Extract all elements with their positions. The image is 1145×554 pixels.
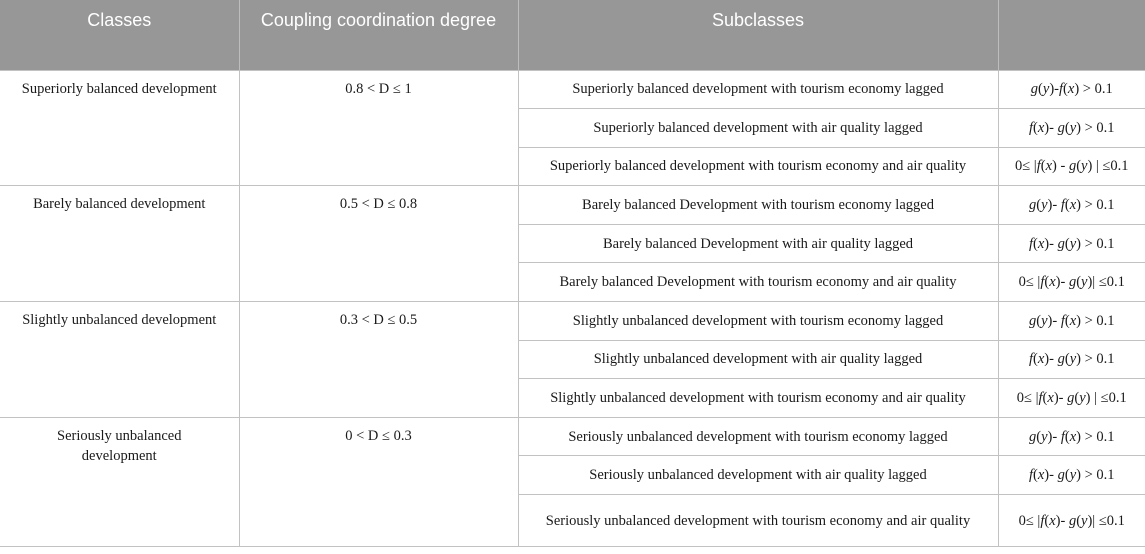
condition-cell: f(x)- g(y) > 0.1 [998,340,1145,379]
header-degree: Coupling coordination degree [239,0,518,70]
degree-cell: 0.5 < D ≤ 0.8 [239,186,518,302]
header-subclasses: Subclasses [518,0,998,70]
header-condition [998,0,1145,70]
header-classes: Classes [0,0,239,70]
class-cell: Slightly unbalanced development [0,302,239,418]
class-cell: Seriously unbalanced development [0,417,239,546]
condition-cell: g(y)- f(x) > 0.1 [998,417,1145,456]
degree-cell: 0.8 < D ≤ 1 [239,70,518,186]
subclass-cell: Slightly unbalanced development with air quality lagged [518,340,998,379]
table-row [0,70,1145,109]
subclass-cell: Seriously unbalanced development with tourism economy lagged [518,417,998,456]
subclass-cell: Barely balanced Development with tourism economy and air quality [518,263,998,302]
condition-cell: g(y)- f(x) > 0.1 [998,302,1145,341]
class-cell: Barely balanced development [0,186,239,302]
condition-cell: f(x)- g(y) > 0.1 [998,224,1145,263]
condition-cell: 0≤ |f(x)- g(y)| ≤0.1 [998,263,1145,302]
table-row [0,302,1145,341]
subclass-cell: Superiorly balanced development with air quality lagged [518,109,998,148]
subclass-cell: Seriously unbalanced development with air quality lagged [518,456,998,495]
condition-cell: f(x)- g(y) > 0.1 [998,456,1145,495]
table-row [0,186,1145,225]
class-cell: Superiorly balanced development [0,70,239,186]
condition-cell: 0≤ |f(x)- g(y) | ≤0.1 [998,379,1145,418]
condition-cell: g(y)-f(x) > 0.1 [998,70,1145,109]
subclass-cell: Superiorly balanced development with tourism economy lagged [518,70,998,109]
subclass-cell: Barely balanced Development with air quality lagged [518,224,998,263]
subclass-cell: Superiorly balanced development with tourism economy and air quality [518,147,998,186]
condition-cell: g(y)- f(x) > 0.1 [998,186,1145,225]
degree-cell: 0.3 < D ≤ 0.5 [239,302,518,418]
subclass-cell: Slightly unbalanced development with tourism economy lagged [518,302,998,341]
degree-cell: 0 < D ≤ 0.3 [239,417,518,546]
condition-cell: 0≤ |f(x) - g(y) | ≤0.1 [998,147,1145,186]
subclass-cell: Seriously unbalanced development with tourism economy and air quality [518,495,998,547]
subclass-cell: Barely balanced Development with tourism economy lagged [518,186,998,225]
subclass-cell: Slightly unbalanced development with tourism economy and air quality [518,379,998,418]
condition-cell: f(x)- g(y) > 0.1 [998,109,1145,148]
condition-cell: 0≤ |f(x)- g(y)| ≤0.1 [998,495,1145,547]
table-row [0,417,1145,456]
header-row [0,0,1145,70]
